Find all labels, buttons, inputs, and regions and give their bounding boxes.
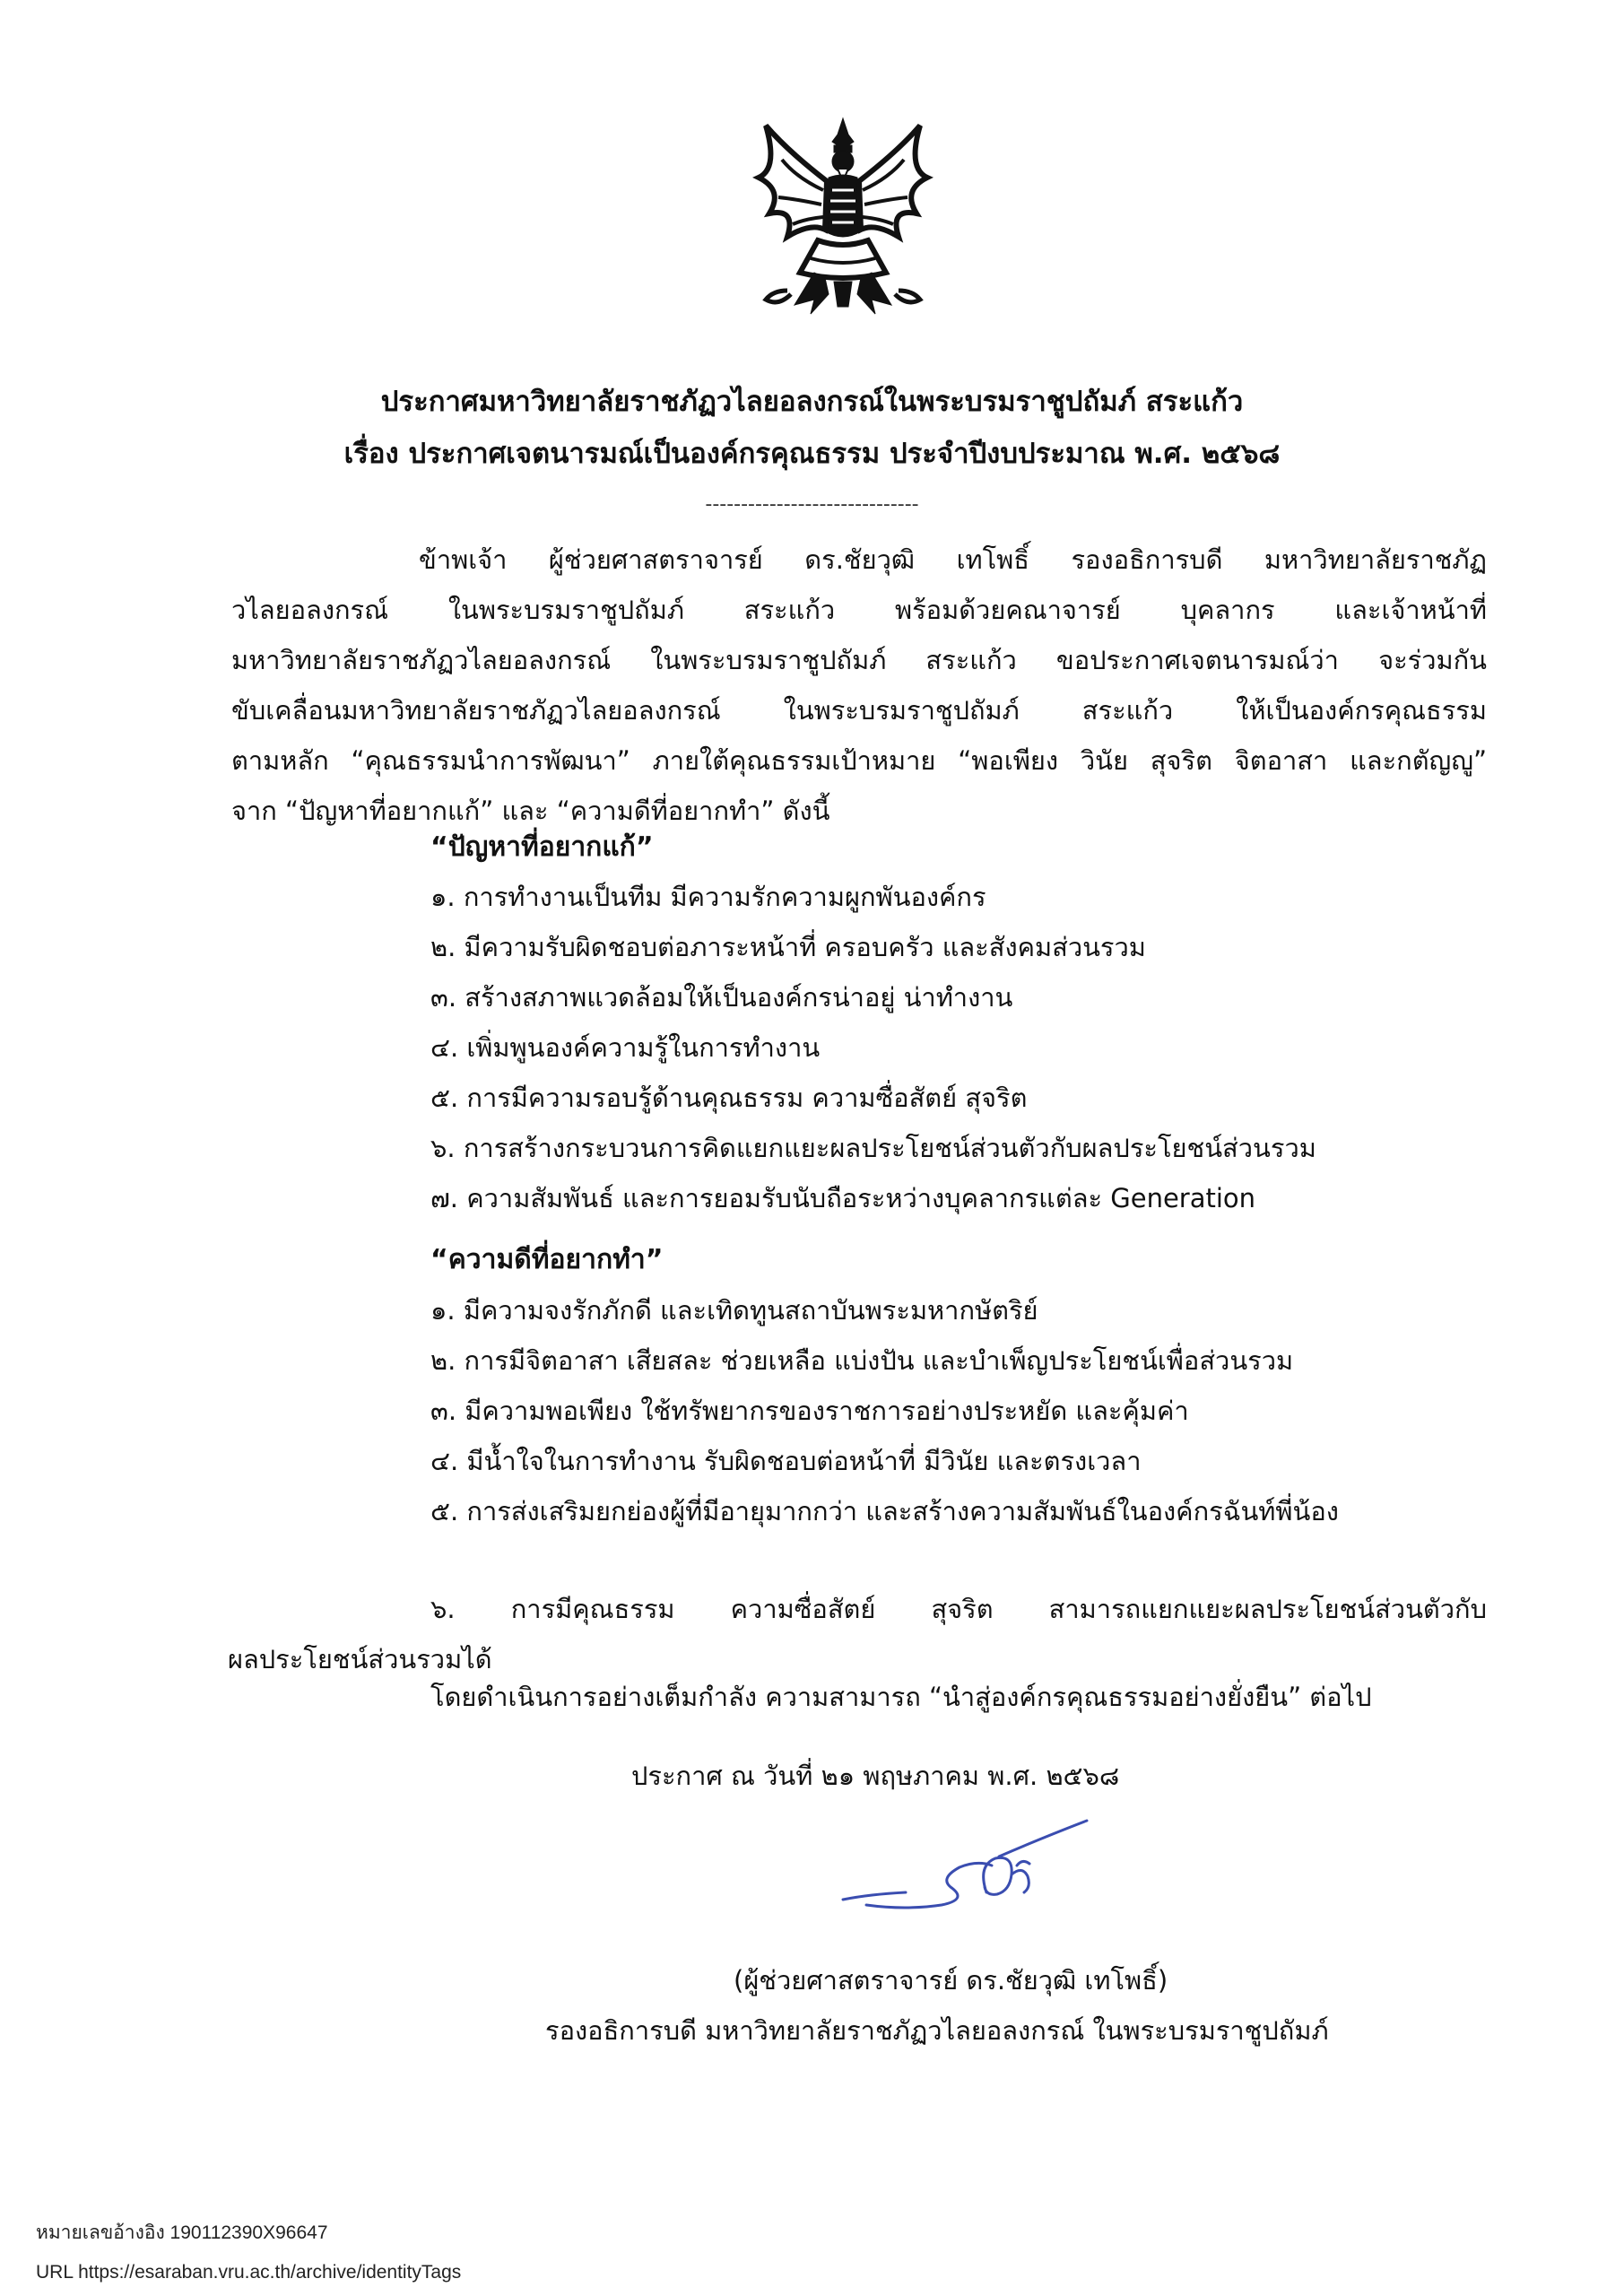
problem-item: ๖. การสร้างกระบวนการคิดแยกแยะผลประโยชน์ส่วนตัวกับผลประโยชน์ส่วนรวม: [430, 1133, 1316, 1163]
archive-url: URL https://esaraban.vru.ac.th/archive/identityTags: [36, 2262, 462, 2283]
goodness-item: ๕. การส่งเสริมยกย่องผู้ที่มีอายุมากกว่า และสร้างความสัมพันธ์ในองค์กรฉันท์พี่น้อง: [430, 1496, 1339, 1526]
intro-paragraph: [231, 535, 1487, 836]
closing-statement: โดยดำเนินการอย่างเต็มกำลัง ความสามารถ “นำสู่องค์กรคุณธรรมอย่างยั่งยืน” ต่อไป: [430, 1682, 1372, 1712]
intro-line: วไลยอลงกรณ์ ในพระบรมราชูปถัมภ์ สระแก้ว พร้อมด้วยคณาจารย์ บุคลากร และเจ้าหน้าที่: [231, 595, 1487, 625]
document-subject: เรื่อง ประกาศเจตนารมณ์เป็นองค์กรคุณธรรม ประจำปีงบประมาณ พ.ศ. ๒๕๖๘: [343, 438, 1281, 470]
intro-line: จาก “ปัญหาที่อยากแก้” และ “ความดีที่อยากทำ” ดังนี้: [231, 796, 830, 826]
problem-item: ๔. เพิ่มพูนองค์ความรู้ในการทำงาน: [430, 1032, 821, 1063]
problems-heading: “ปัญหาที่อยากแก้”: [430, 831, 654, 863]
intro-line: มหาวิทยาลัยราชภัฏวไลยอลงกรณ์ ในพระบรมราชูปถัมภ์ สระแก้ว ขอประกาศเจตนารมณ์ว่า จะร่วมกัน: [231, 645, 1487, 675]
goodness-heading: “ความดีที่อยากทำ”: [430, 1244, 664, 1275]
problem-item: ๒. มีความรับผิดชอบต่อภาระหน้าที่ ครอบครัว และสังคมส่วนรวม: [430, 932, 1146, 962]
goodness-item-6-line: ผลประโยชน์ส่วนรวมได้: [228, 1644, 492, 1674]
goodness-item: ๒. การมีจิตอาสา เสียสละ ช่วยเหลือ แบ่งปัน และบำเพ็ญประโยชน์เพื่อส่วนรวม: [430, 1345, 1294, 1376]
goodness-item-6: [228, 1584, 1487, 1684]
garuda-emblem: [751, 115, 934, 319]
document-title: ประกาศมหาวิทยาลัยราชภัฏวไลยอลงกรณ์ในพระบรมราชูปถัมภ์ สระแก้ว: [380, 386, 1244, 418]
problem-item: ๓. สร้างสภาพแวดล้อมให้เป็นองค์กรน่าอยู่ น่าทำงาน: [430, 982, 1013, 1013]
goodness-item-6-line: ๖. การมีคุณธรรม ความซื่อสัตย์ สุจริต สามารถแยกแยะผลประโยชน์ส่วนตัวกับ: [430, 1594, 1487, 1624]
signature: [834, 1812, 1103, 1919]
goodness-item: ๑. มีความจงรักภักดี และเทิดทูนสถาบันพระมหากษัตริย์: [430, 1295, 1038, 1326]
problem-item: ๗. ความสัมพันธ์ และการยอมรับนับถือระหว่างบุคลากรแต่ละ Generation: [430, 1183, 1256, 1213]
title-divider: ------------------------------: [705, 493, 919, 516]
intro-line: ตามหลัก “คุณธรรมนำการพัฒนา” ภายใต้คุณธรรมเป้าหมาย “พอเพียง วินัย สุจริต จิตอาสา และกตัญญู”: [231, 745, 1487, 776]
goodness-item: ๔. มีน้ำใจในการทำงาน รับผิดชอบต่อหน้าที่ มีวินัย และตรงเวลา: [430, 1446, 1142, 1476]
problem-item: ๑. การทำงานเป็นทีม มีความรักความผูกพันองค์กร: [430, 882, 986, 912]
signatory-position: รองอธิการบดี มหาวิทยาลัยราชภัฏวไลยอลงกรณ์ ในพระบรมราชูปถัมภ์: [545, 2015, 1329, 2046]
reference-number: หมายเลขอ้างอิง 190112390X96647: [36, 2222, 328, 2243]
signatory-name: (ผู้ช่วยศาสตราจารย์ ดร.ชัยวุฒิ เทโพธิ์): [734, 1965, 1168, 1996]
goodness-item: ๓. มีความพอเพียง ใช้ทรัพยากรของราชการอย่างประหยัด และคุ้มค่า: [430, 1396, 1189, 1426]
problem-item: ๕. การมีความรอบรู้ด้านคุณธรรม ความซื่อสัตย์ สุจริต: [430, 1083, 1028, 1113]
intro-line: ข้าพเจ้า ผู้ช่วยศาสตราจารย์ ดร.ชัยวุฒิ เทโพธิ์ รองอธิการบดี มหาวิทยาลัยราชภัฏ: [419, 544, 1487, 575]
intro-line: ขับเคลื่อนมหาวิทยาลัยราชภัฏวไลยอลงกรณ์ ในพระบรมราชูปถัมภ์ สระแก้ว ให้เป็นองค์กรคุณธรรม: [231, 695, 1487, 726]
announcement-date: ประกาศ ณ วันที่ ๒๑ พฤษภาคม พ.ศ. ๒๕๖๘: [631, 1761, 1120, 1791]
